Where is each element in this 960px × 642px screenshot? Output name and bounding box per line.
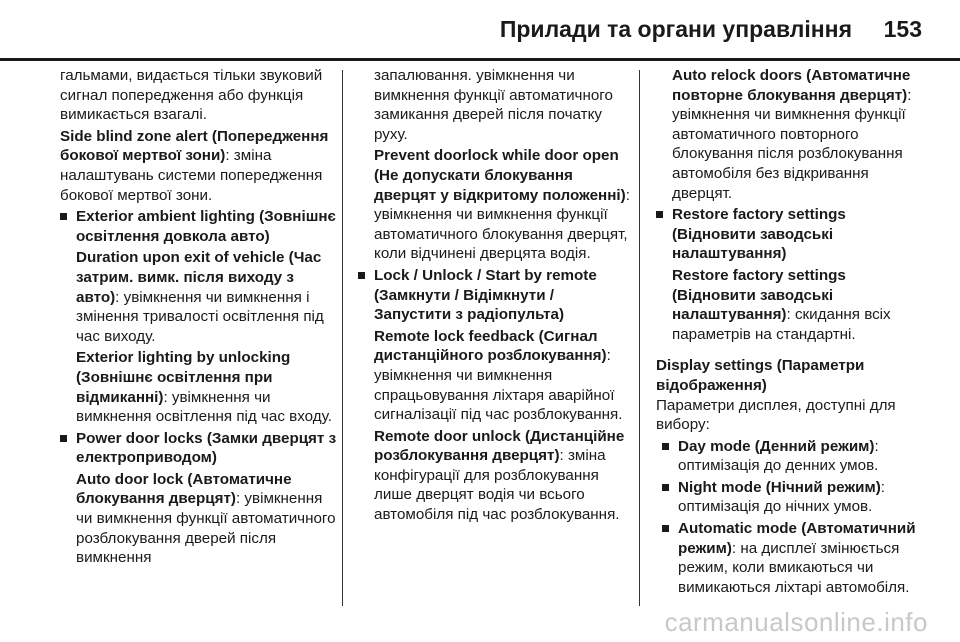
restore-text: : скидання всіх параметрів на стандартні. [672,306,891,343]
bullet-square-icon [60,213,67,220]
bullet-square-icon [662,443,669,450]
column-1 [60,66,338,570]
restore-entry [672,266,930,344]
remote-feedback-text: : увімкнення чи вимкнення спрацьовування ліхтаря аварійної сигналізації під час розблокування. [374,347,623,424]
bullet-square-icon [656,211,663,218]
column-3 [656,66,930,599]
relock-title: Auto relock doors (Автоматичне повторне блокування дверцят) [672,67,911,104]
prevent-lock-title: Prevent doorlock while door open (Не допускати блокування дверцят у відкритому положенні) [374,147,626,204]
bullet-square-icon [60,435,67,442]
bullet-restore [656,205,930,264]
exterior-unlock-title: Exterior lighting by unlocking (Зовнішнє освітлення при відмиканні) [76,349,291,406]
bullet-title: Restore factory settings (Відновити заводські налаштування) [672,206,846,263]
relock-text: : увімкнення чи вимкнення функції автоматичного повторного блокування після розблокування автомобіля без відкривання дверцят. [672,86,912,202]
bullet-remote [358,266,634,325]
column-divider-1 [342,70,343,606]
bullet-square-icon [358,272,365,279]
remote-feedback-title: Remote lock feedback (Сигнал дистанційного розблокування) [374,327,607,365]
page-title: Прилади та органи управління [499,16,852,42]
bullet-square-icon [662,525,669,532]
automatic-mode-text: : на дисплеї змінюється режим, коли вмикаються чи вимикаються ліхтарі автомобіля. [678,539,910,596]
bullet-title: Exterior ambient lighting (Зовнішнє освітлення довкола авто) [76,208,336,245]
relock-entry [672,66,930,203]
day-mode-title: Day mode (Денний режим) [678,437,875,455]
auto-lock-text: : увімкнення чи вимкнення функції автоматичного розблокування дверей після вимкнення [76,490,336,567]
bullet-exterior-lighting [60,207,338,246]
duration-entry [76,248,338,346]
side-blind-entry [60,127,338,205]
watermark: carmanualsonline.info [664,607,928,637]
page-header [0,0,960,62]
page-number: 153 [883,16,922,42]
duration-title: Duration upon exit of vehicle (Час затрим. вимк. після виходу з авто) [76,249,322,306]
column-2 [358,66,634,527]
side-blind-text: : зміна налаштувань системи попередження бокової мертвої зони. [60,147,323,204]
night-mode-text: : оптимізація до нічних умов. [678,478,886,516]
side-blind-title: Side blind zone alert (Попередження бокової мертвої зони) [60,127,329,165]
bullet-title: Lock / Unlock / Start by remote (Замкнути / Відімкнути / Запустити з радіопульта) [374,266,597,324]
automatic-mode-title: Automatic mode (Автоматичний режим) [678,520,916,557]
display-settings-title: Display settings (Параметри відображення) [656,357,865,394]
continued-text: запалювання. увімкнення чи вимкнення функції автоматичного замикання дверей після початку руху. [374,67,613,143]
bullet-night-mode [662,478,930,517]
bullet-automatic-mode [662,519,930,597]
auto-lock-title: Auto door lock (Автоматичне блокування дверцят) [76,470,292,508]
remote-unlock-title: Remote door unlock (Дистанційне розблокування дверцят) [374,427,625,465]
display-settings-entry [656,356,930,434]
bullet-square-icon [662,484,669,491]
intro-text: гальмами, видається тільки звуковий сигнал попередження або функція вимикається взагалі. [60,67,323,124]
remote-unlock-entry [374,427,634,525]
bullet-power-door-locks [60,429,338,468]
restore-title: Restore factory settings (Відновити заводські налаштування) [672,266,846,324]
remote-unlock-text: : зміна конфігурації для розблокування лише дверцят водія чи всього автомобіля під час розблокування. [374,447,620,524]
display-settings-text: Параметри дисплея, доступні для вибору: [656,396,896,434]
column-divider-2 [639,70,640,606]
header-divider [0,58,960,61]
bullet-title: Power door locks (Замки дверцят з електроприводом) [76,429,337,467]
exterior-unlock-entry [76,348,338,426]
auto-lock-entry [76,470,338,568]
bullet-day-mode [662,437,930,476]
duration-text: : увімкнення чи вимкнення і змінення тривалості освітлення під час виходу. [76,288,324,345]
night-mode-title: Night mode (Нічний режим) [678,478,881,496]
prevent-lock-text: : увімкнення чи вимкнення функції автоматичного блокування дверцят, коли відчинені дверцята водія. [374,186,630,263]
day-mode-text: : оптимізація до денних умов. [678,437,879,475]
remote-feedback-entry [374,327,634,425]
exterior-unlock-text: : увімкнення чи вимкнення освітлення під час входу. [76,388,332,426]
prevent-lock-entry [374,146,634,264]
